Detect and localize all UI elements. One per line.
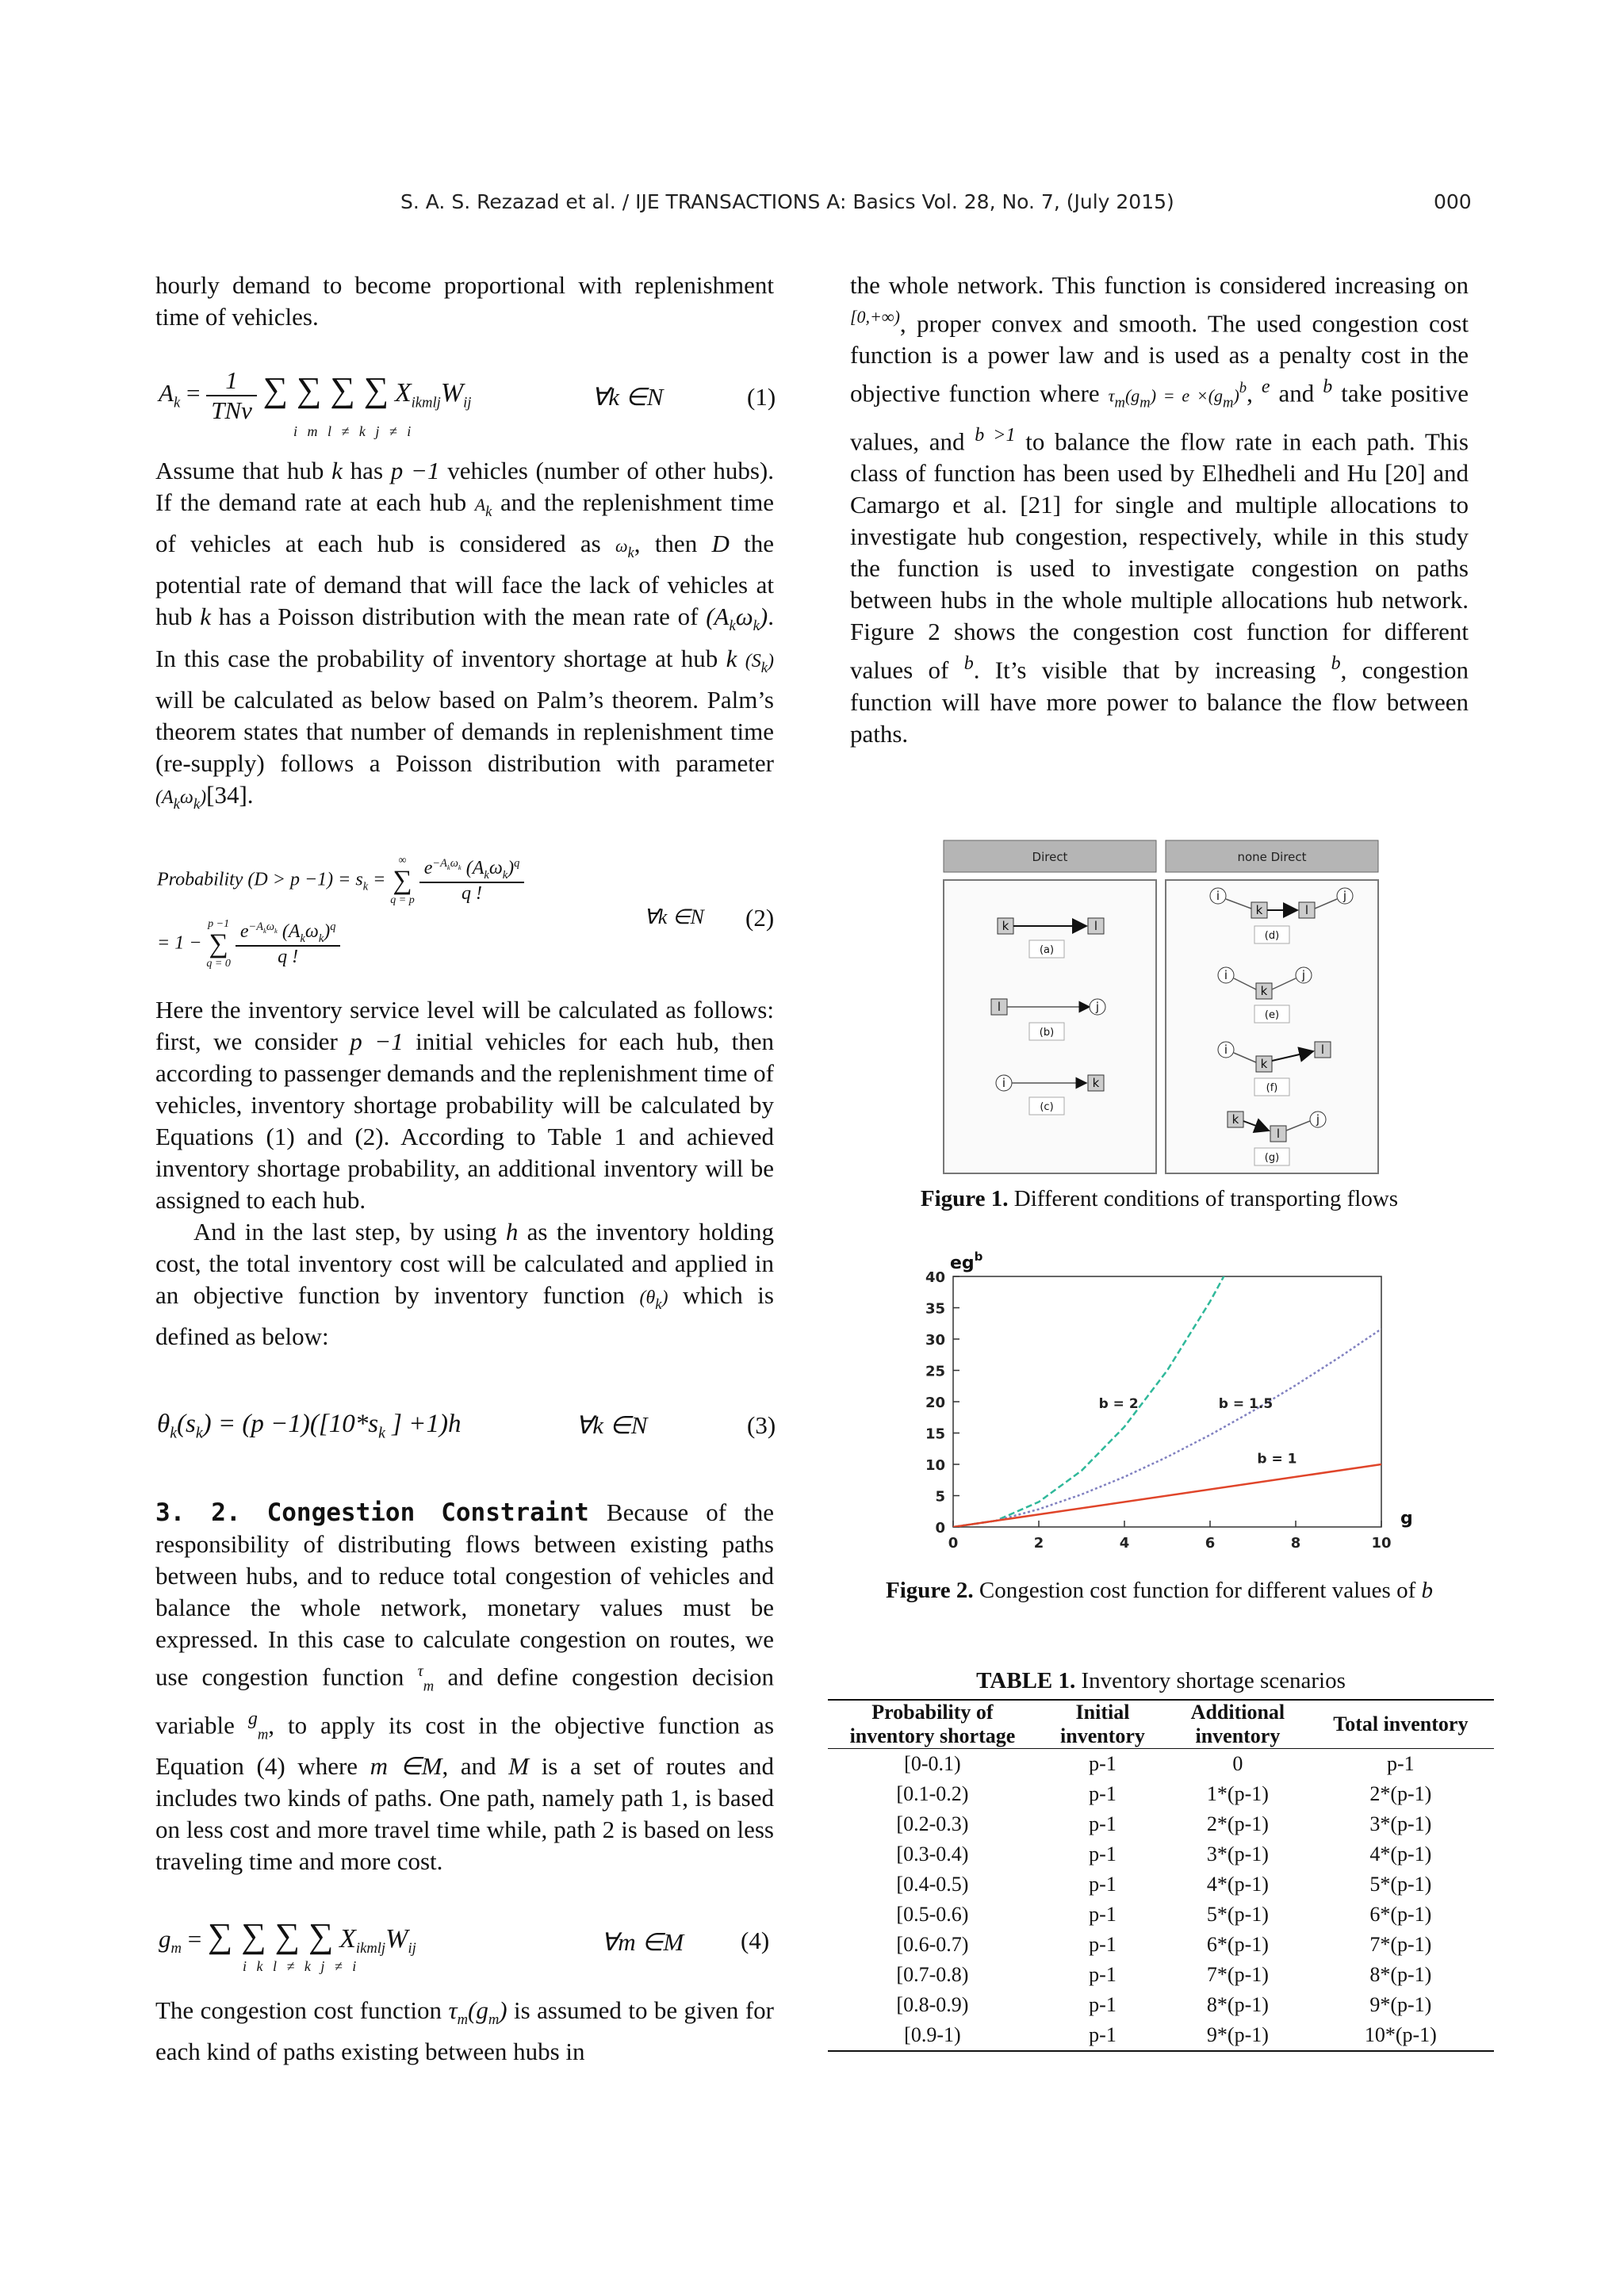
y-tick-label: 15 [925,1425,945,1443]
x-tick-label: 2 [1033,1535,1044,1552]
running-header: S. A. S. Rezazad et al. / IJE TRANSACTIONS A: Basics Vol. 28, No. 7, (July 2015) [400,190,1174,213]
table-row [828,2020,1494,2051]
y-tick-label: 5 [935,1488,945,1506]
equation-1-sum-indices: i m l ≠ k j ≠ i [293,423,415,439]
equation-4: $g_m$ = ∑ ∑ ∑ ∑ $X_{ikmlj}W_{ij}$ [159,1916,416,1957]
table-row [828,1779,1494,1809]
table-cell: 9*(p-1) [1206,2023,1269,2046]
table-cell: 7*(p-1) [1369,1933,1432,1956]
table-cell: 1*(p-1) [1206,1782,1269,1805]
svg-text:j: j [1301,968,1306,982]
table-cell: 8*(p-1) [1206,1993,1269,2016]
figure-1-caption: Figure 1. Different conditions of transporting flows [920,1186,1399,1211]
table-header-row [828,1700,1494,1749]
table-cell: 2*(p-1) [1206,1812,1269,1835]
table-row [828,1809,1494,1839]
equation-3-number: (3) [747,1411,776,1439]
svg-text:(g): (g) [1264,1152,1280,1164]
svg-text:l: l [1304,903,1309,917]
x-tick-label: 6 [1205,1535,1216,1552]
header-initial: Initial inventory [1060,1701,1145,1747]
y-tick-label: 25 [925,1363,945,1380]
series-label: b = 1.5 [1218,1395,1274,1412]
table-1 [828,1699,1494,2052]
paragraph-service-level: Here the inventory service level will be calculated as follows: first, we consider p −1 initial vehicles for each hub, then according to passenger demands and the replenishment time of vehicles, inventory shortage probability will be calculated by Equations (1) and (2). According to Table 1 and achieved inventory shortage probability, an additional inventory will be assigned to each hub. And in the last step, by using h as the inventory holding cost, the total inventory cost will be calculated and applied in an objective function by inventory function $(\theta_k)$ which is defined as below: [155,996,775,1351]
svg-text:k: k [1092,1076,1100,1090]
svg-text:(b): (b) [1039,1027,1055,1039]
equation-2-line-2: = 1 − p −1 ∑ q = 0 $\frac{e^{-A_k\omega_k} (A_k\omega_k)^q}{q !}$ [157,918,601,970]
svg-text:l: l [997,1000,1002,1014]
table-row [828,1839,1494,1869]
paragraph-palm: Assume that hub k has p −1 vehicles (number of other hubs). If the demand rate at each hub $A_k$ and the replenishment time of vehicles at each hub is considered as $\omega_k$, then D the potential rate of demand that will face the lack of vehicles at hub k has a Poisson distribution with the mean rate of $(A_k\omega_k)$. In this case the probability of inventory shortage at hub k $(S_k)$ will be calculated as below based on Palm’s theorem. Palm’s theorem states that number of demands in replenishment time (re-supply) follows a Poisson distribution with parameter $(A_k\omega_k)[34]$. [155,457,775,813]
table-cell: 9*(p-1) [1369,1993,1432,2016]
table-row [828,1960,1494,1990]
equation-3: $\theta_k(s_k) = (p -1)([10*s_k$ ] +1)h [157,1410,462,1442]
header-total: Total inventory [1333,1712,1469,1735]
equation-3-condition: ∀k ∈N [576,1411,648,1439]
equation-1-number: (1) [747,383,776,411]
table-cell: [0-0.1) [904,1752,961,1775]
y-tick-label: 0 [935,1520,945,1536]
paragraph-congestion: 3. 2. Congestion Constraint Because of the responsibility of distributing flows between existing paths between hubs, and to reduce total congestion of vehicles and balance the whole network, monetary values must be expressed. In this case to calculate congestion on routes, we use congestion function $^\tau_m$ and define congestion decision variable $^g_m$, to apply its cost in the objective function as Equation (4) where m ∈M, and M is a set of routes and includes two kinds of paths. One path, namely path 1, is based on less cost and more travel time while, path 2 is based on less traveling time and more cost. [155,1498,775,1876]
x-tick-label: 10 [1371,1535,1392,1552]
y-tick-label: 40 [925,1269,945,1286]
table-cell: 7*(p-1) [1206,1963,1269,1986]
svg-text:k: k [1260,1057,1268,1071]
y-axis-label: $eg^b$ [950,1249,983,1273]
panel-direct-title: Direct [1032,850,1068,864]
table-cell: p-1 [1387,1752,1415,1775]
svg-text:l: l [1320,1043,1325,1057]
equation-4-condition: ∀m ∈M [601,1928,684,1956]
table-cell: [0.6-0.7) [896,1933,969,1956]
table-cell: p-1 [1089,1812,1116,1835]
section-heading: 3. 2. Congestion Constraint [155,1498,589,1527]
table-cell: [0.4-0.5) [896,1873,969,1896]
svg-text:i: i [1216,889,1220,903]
svg-text:l: l [1276,1127,1281,1141]
table-cell: 5*(p-1) [1369,1873,1432,1896]
svg-text:l: l [1094,919,1098,933]
svg-text:i: i [1002,1076,1006,1090]
paragraph-cost-function: The congestion cost function $\tau_m(g_m)$ is assumed to be given for each kind of paths existing between hubs in [155,1996,775,2066]
table-cell: [0.5-0.6) [896,1903,969,1926]
figure-2-chart [898,1245,1453,1562]
equation-2-number: (2) [745,904,775,932]
svg-text:k: k [1002,919,1009,933]
table-cell: 10*(p-1) [1364,2023,1437,2046]
svg-text:j: j [1342,889,1347,903]
equation-2-condition: ∀k ∈N [644,905,704,928]
table-cell: [0.8-0.9) [896,1993,969,2016]
x-axis-label: g [1400,1509,1413,1529]
table-cell: 5*(p-1) [1206,1903,1269,1926]
svg-text:i: i [1224,1043,1228,1057]
svg-text:j: j [1095,1000,1100,1014]
table-cell: 3*(p-1) [1206,1843,1269,1866]
table-cell: 0 [1232,1752,1243,1775]
table-row [828,1749,1494,1780]
equation-1-condition: ∀k ∈N [592,383,664,411]
table-row [828,1990,1494,2020]
svg-text:k: k [1255,903,1263,917]
equation-2-line-1: Probability $(D > p -1) = s_k$ = ∞ ∑ q = p $\frac{e^{-A_k\omega_k} (A_k\omega_k)^q}{q !}$ [157,855,601,907]
table-cell: [0.9-1) [904,2023,961,2046]
table-cell: [0.1-0.2) [896,1782,969,1805]
table-cell: 8*(p-1) [1369,1963,1432,1986]
table-1-title: TABLE 1. Inventory shortage scenarios [976,1668,1346,1693]
y-tick-label: 35 [925,1300,945,1318]
table-row [828,1900,1494,1930]
plot-area [953,1276,1381,1527]
svg-text:i: i [1224,968,1228,982]
table-cell: p-1 [1089,1993,1116,2016]
y-tick-label: 20 [925,1395,945,1411]
table-cell: [0.2-0.3) [896,1812,969,1835]
table-cell: p-1 [1089,1903,1116,1926]
equation-4-sum-indices: i k l ≠ k j ≠ i [243,1958,360,1974]
header-probability: Probability of inventory shortage [849,1701,1016,1747]
svg-text:(a): (a) [1039,944,1055,956]
table-cell: p-1 [1089,1873,1116,1896]
svg-text:k: k [1231,1112,1239,1127]
chart-axes [925,1249,1413,1552]
svg-text:(e): (e) [1264,1009,1280,1021]
table-cell: p-1 [1089,1752,1116,1775]
x-tick-label: 8 [1290,1535,1301,1552]
table-cell: 3*(p-1) [1369,1812,1432,1835]
y-tick-label: 30 [925,1332,945,1349]
figure-1-diagram [940,839,1381,1175]
series-label: b = 1 [1257,1451,1297,1468]
header-additional: Additional inventory [1190,1701,1285,1747]
table-cell: 4*(p-1) [1206,1873,1269,1896]
table-cell: p-1 [1089,1782,1116,1805]
svg-text:k: k [1260,984,1268,998]
table-cell: p-1 [1089,1933,1116,1956]
equation-1: $A_k$ = $\frac{1}{\text{TNv}}$ ∑ ∑ ∑ ∑ $X_{ikmlj}W_{ij}$ [159,366,472,424]
table-cell: p-1 [1089,1963,1116,1986]
y-tick-label: 10 [925,1457,945,1474]
svg-text:(d): (d) [1264,930,1280,942]
table-cell: [0.3-0.4) [896,1843,969,1866]
table-cell: 6*(p-1) [1369,1903,1432,1926]
table-cell: 6*(p-1) [1206,1933,1269,1956]
figure-2-caption: Figure 2. Congestion cost function for different values of b [886,1578,1433,1603]
paragraph-demand: hourly demand to become proportional with replenishment time of vehicles. [155,271,774,331]
panel-nondirect-title: none Direct [1237,850,1307,864]
table-row [828,1930,1494,1960]
svg-text:(f): (f) [1266,1082,1278,1094]
table-row [828,1869,1494,1900]
svg-text:j: j [1316,1112,1320,1127]
table-cell: p-1 [1089,2023,1116,2046]
table-cell: 4*(p-1) [1369,1843,1432,1866]
table-cell: 2*(p-1) [1369,1782,1432,1805]
svg-text:(c): (c) [1040,1101,1054,1113]
page-number: 000 [1434,190,1472,213]
equation-4-number: (4) [741,1927,770,1954]
x-tick-label: 4 [1119,1535,1130,1552]
paragraph-network: the whole network. This function is considered increasing on $^{[0,+\infty)}$, proper convex and smooth. The used congestion cost function is a power law and is used as a penalty cost in the objective function where $\tau_m(g_m) = e \times(g_m)^b$, $^e$ and $^b$ take positive values, and $^{b >1}$ to balance the flow rate in each path. This class of function has been used by Elhedheli and Hu [20] and Camargo et al. [21] for single and multiple allocations to investigate hub congestion, respectively, while in this study the function is used to investigate congestion on paths between hubs in the whole multiple allocations hub network. Figure 2 shows the congestion cost function for different values of $^b$. It’s visible that by increasing $^b$, congestion function will have more power to balance the flow between paths. [850,271,1469,748]
x-tick-label: 0 [948,1535,959,1552]
series-label: b = 2 [1098,1395,1139,1412]
table-cell: p-1 [1089,1843,1116,1866]
table-cell: [0.7-0.8) [896,1963,969,1986]
